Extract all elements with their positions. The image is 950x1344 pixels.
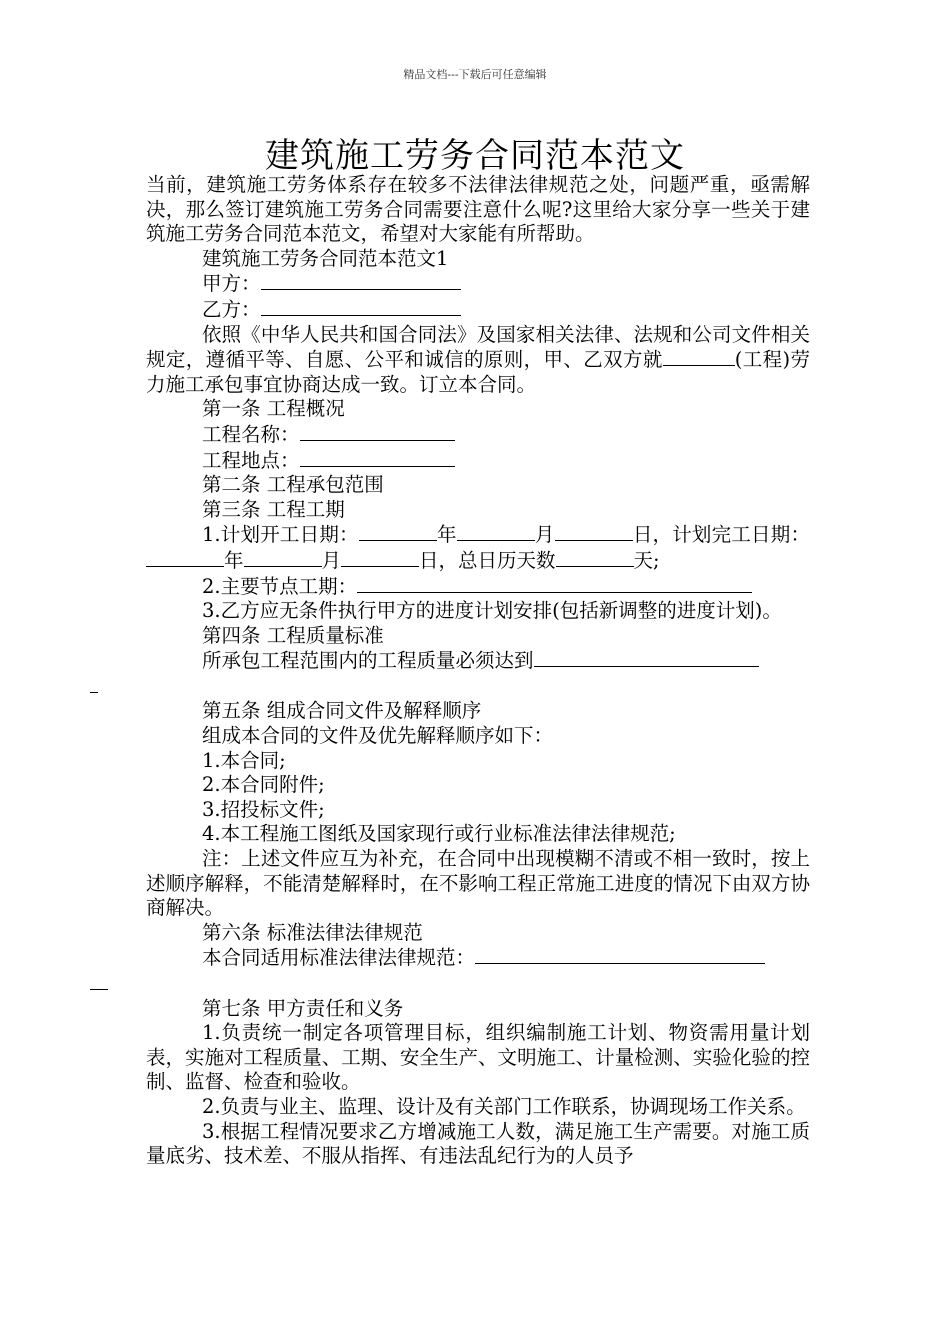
article-3-heading: 第三条 工程工期	[202, 497, 345, 521]
month-label: 月	[534, 523, 555, 547]
start-day-blank[interactable]	[555, 522, 633, 541]
project-site-blank[interactable]	[300, 448, 455, 467]
article-4-heading: 第四条 工程质量标准	[202, 623, 384, 647]
note-paragraph: 注：上述文件应互为补充，在合同中出现模糊不清或不相一致时，按上述顺序解释，不能清楚解释时，在不影响工程正常施工进度的情况下由双方协商解决。	[146, 847, 810, 920]
party-b-line	[146, 297, 810, 323]
document-item-4: 4.本工程施工图纸及国家现行或行业标准法律法律规范;	[202, 822, 676, 846]
party-b-blank[interactable]	[261, 297, 461, 316]
start-month-blank[interactable]	[457, 522, 535, 541]
schedule-item-3: 3.乙方应无条件执行甲方的进度计划安排(包括新调整的进度计划)。	[202, 599, 782, 623]
standard-blank[interactable]	[475, 945, 765, 964]
schedule-1-label: 1.计划开工日期：	[202, 523, 359, 547]
month-label: 月	[321, 548, 342, 572]
quality-label: 所承包工程范围内的工程质量必须达到	[202, 649, 534, 673]
project-blank[interactable]	[663, 347, 735, 366]
project-name-blank[interactable]	[300, 422, 455, 441]
project-site-label: 工程地点：	[202, 448, 300, 472]
article-7-heading: 第七条 甲方责任和义务	[202, 996, 404, 1020]
document-item-2: 2.本合同附件;	[202, 773, 325, 797]
standard-label: 本合同适用标准法律法律规范：	[202, 946, 476, 970]
duty-item-3: 3.根据工程情况要求乙方增减施工人数，满足施工生产需要。对施工质量底劣、技术差、不服从指挥、有违法乱纪行为的人员予	[146, 1119, 810, 1168]
article-6-heading: 第六条 标准法律法律规范	[202, 920, 423, 944]
milestone-blank[interactable]	[357, 574, 752, 593]
days-end-label: 天;	[633, 548, 660, 572]
article-5-heading: 第五条 组成合同文件及解释顺序	[202, 699, 482, 723]
intro-paragraph: 当前，建筑施工劳务体系存在较多不法律法律规范之处，问题严重，亟需解决，那么签订建筑施工劳务合同需要注意什么呢?这里给大家分享一些关于建筑施工劳务合同范本范文，希望对大家能有所帮助。	[146, 173, 810, 246]
total-days-label: 日，总日历天数	[419, 548, 556, 572]
project-name-line	[146, 422, 810, 448]
schedule-item-1	[146, 522, 810, 573]
year-label: 年	[436, 523, 457, 547]
document-title: 建筑施工劳务合同范本范文	[265, 136, 685, 176]
quality-line	[146, 648, 810, 699]
schedule-item-2	[146, 574, 810, 600]
project-name-label: 工程名称：	[202, 422, 300, 446]
page-header: 精品文档---下载后可任意编辑	[403, 68, 547, 81]
start-year-blank[interactable]	[359, 522, 437, 541]
document-body	[146, 173, 810, 1169]
sample-title: 建筑施工劳务合同范本范文1	[202, 246, 449, 270]
party-a-line	[146, 271, 810, 297]
preamble-paragraph	[146, 323, 810, 398]
document-item-3: 3.招投标文件;	[202, 797, 325, 821]
year-label: 年	[224, 548, 244, 572]
preamble-part-2: (工程)劳力施工承包事宜协商达成一致。订立本合同。	[146, 348, 810, 396]
document-item-1: 1.本合同;	[202, 748, 286, 772]
party-a-blank[interactable]	[261, 271, 461, 290]
article-2-heading: 第二条 工程承包范围	[202, 473, 384, 497]
schedule-2-label: 2.主要节点工期：	[202, 574, 358, 598]
finish-day-blank[interactable]	[341, 548, 419, 567]
finish-year-blank[interactable]	[146, 548, 224, 567]
documents-intro: 组成本合同的文件及优先解释顺序如下：	[202, 724, 554, 748]
standard-blank-continued	[90, 971, 108, 990]
project-site-line	[146, 448, 810, 474]
party-b-label: 乙方：	[202, 297, 261, 321]
standard-line	[146, 945, 810, 996]
preamble-part-1: 依照《中华人民共和国合同法》及国家相关法律、法规和公司文件相关规定，遵循平等、自愿、公平和诚信的原则，甲、乙双方就	[146, 322, 810, 372]
duty-item-1: 1.负责统一制定各项管理目标，组织编制施工计划、物资需用量计划表，实施对工程质量、工期、安全生产、文明施工、计量检测、实验化验的控制、监督、检查和验收。	[146, 1021, 810, 1094]
finish-month-blank[interactable]	[244, 548, 322, 567]
total-days-blank[interactable]	[556, 548, 634, 567]
quality-blank[interactable]	[534, 648, 759, 667]
duty-item-2: 2.负责与业主、监理、设计及有关部门工作联系，协调现场工作关系。	[202, 1094, 806, 1118]
party-a-label: 甲方：	[202, 272, 261, 296]
quality-blank-continued	[90, 674, 98, 693]
article-1-heading: 第一条 工程概况	[202, 397, 345, 421]
finish-date-label: 日，计划完工日期：	[632, 523, 810, 547]
